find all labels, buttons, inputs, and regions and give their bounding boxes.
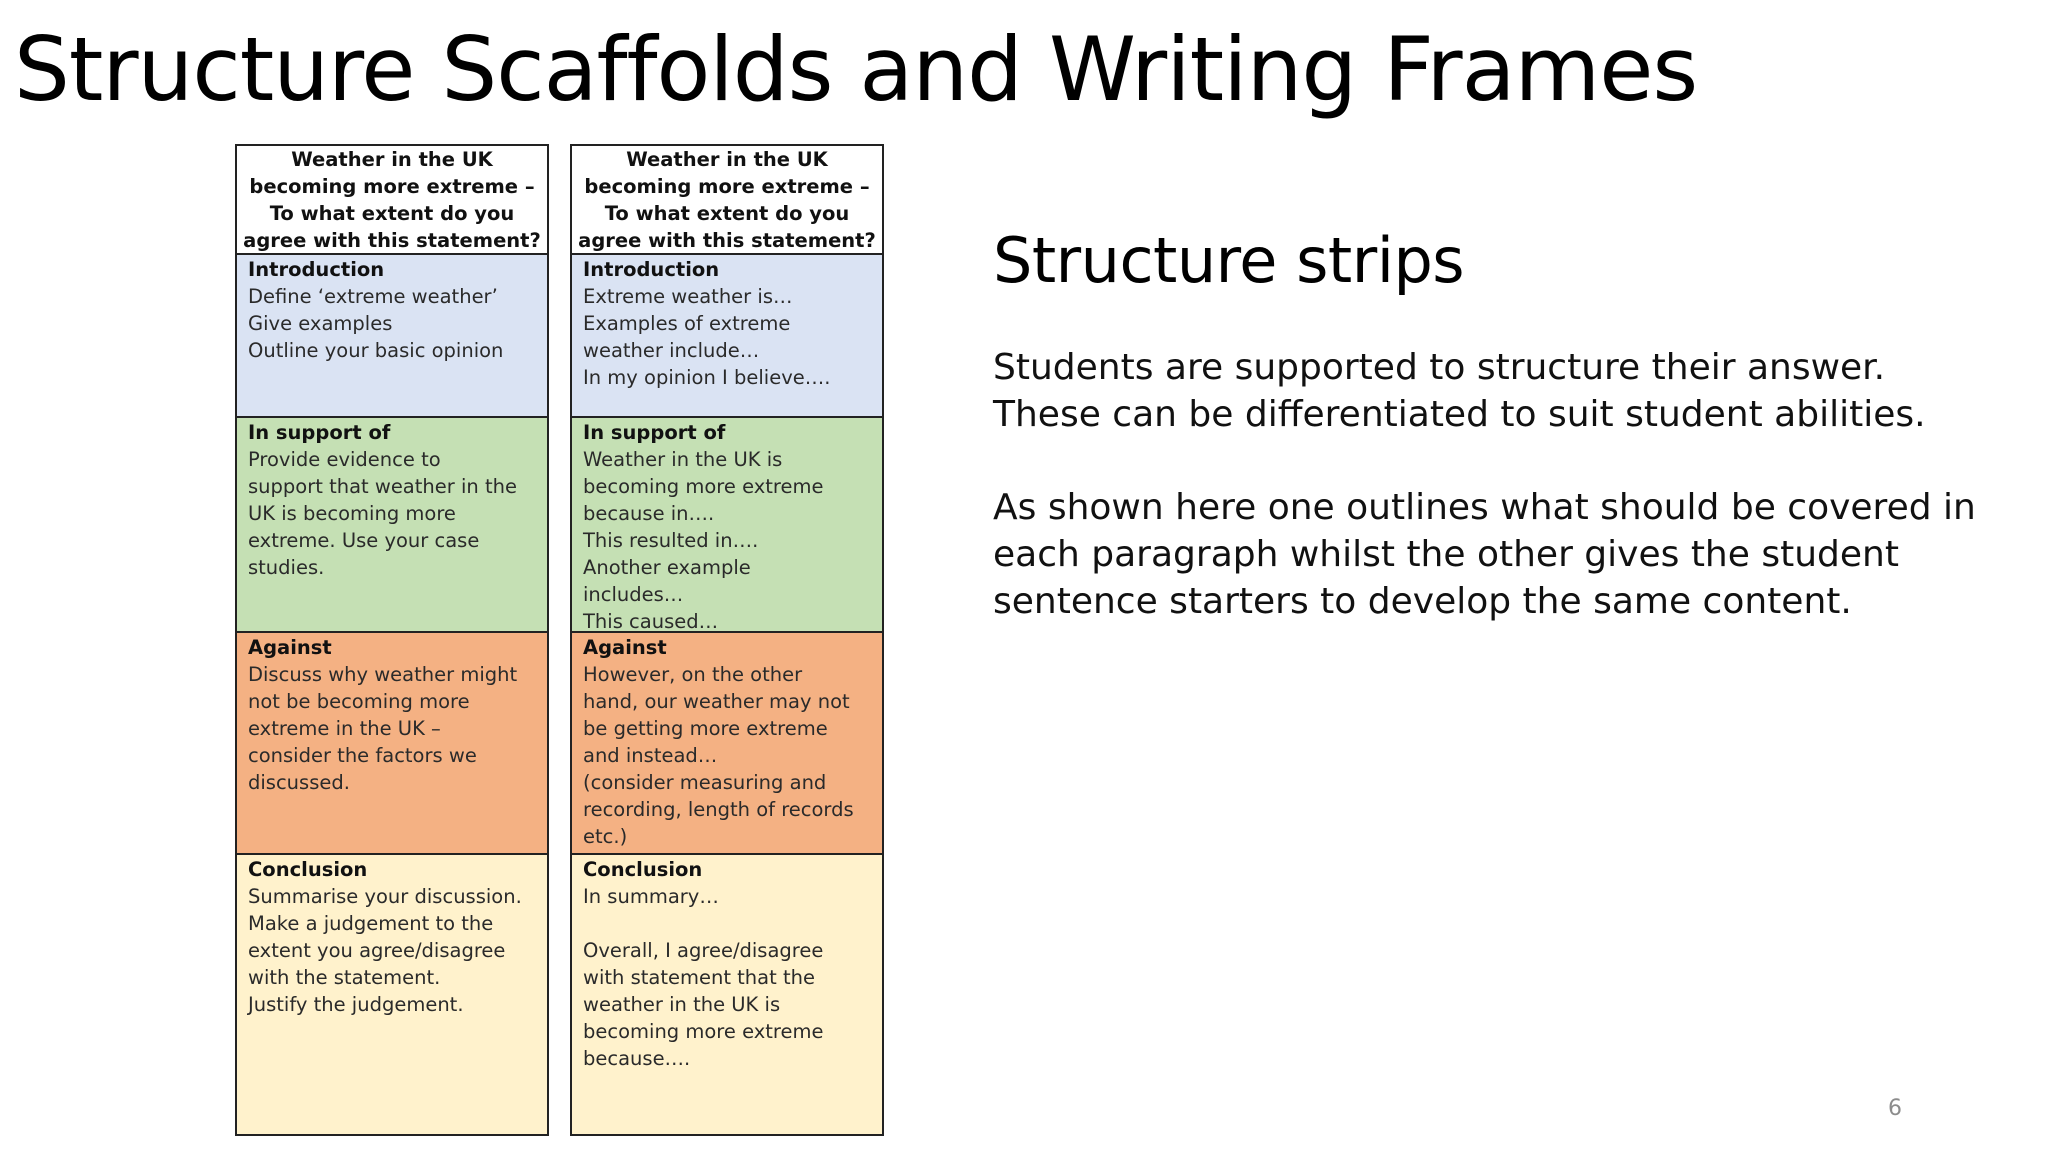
section-line: includes… (583, 583, 684, 606)
structure-strip-sentence-starters (570, 144, 884, 1136)
section-line: Justify the judgement. (248, 993, 464, 1016)
section-heading: Against (583, 636, 667, 659)
strip-section-in-support (237, 418, 547, 633)
side-paragraph: Students are supported to structure their answer. These can be differentiated to suit student abilities. (993, 347, 1926, 435)
section-line: Outline your basic opinion (248, 339, 504, 362)
section-line: Make a judgement to the (248, 912, 494, 935)
strip-header-line: agree with this statement? (243, 229, 541, 252)
section-line: weather in the UK is (583, 993, 781, 1016)
section-heading: Introduction (248, 258, 385, 281)
strip-section-against (237, 633, 547, 855)
page-number: 6 (1888, 1096, 1902, 1121)
side-heading: Structure strips (993, 224, 1465, 297)
section-line: Give examples (248, 312, 393, 335)
section-line: consider the factors we (248, 744, 477, 767)
section-line: because…. (583, 1047, 691, 1070)
section-line (583, 910, 874, 937)
strip-section-conclusion (237, 855, 547, 1134)
strip-header-line: Weather in the UK (291, 148, 493, 171)
side-paragraph: As shown here one outlines what should be covered in each paragraph whilst the other gives the student sentence starters to develop the same content. (993, 487, 1976, 622)
section-line: In my opinion I believe…. (583, 366, 831, 389)
strip-header (237, 146, 547, 255)
strip-header-line: becoming more extreme – (584, 175, 870, 198)
strip-header-line: To what extent do you (604, 202, 850, 225)
section-heading: In support of (583, 421, 726, 444)
section-line: hand, our weather may not (583, 690, 850, 713)
section-line: becoming more extreme (583, 1020, 824, 1043)
slide-title: Structure Scaffolds and Writing Frames (14, 18, 1698, 121)
section-line: Define ‘extreme weather’ (248, 285, 498, 308)
section-line: extreme. Use your case (248, 529, 480, 552)
section-line: Overall, I agree/disagree (583, 939, 824, 962)
section-heading: Introduction (583, 258, 720, 281)
section-line: extreme in the UK – (248, 717, 441, 740)
section-line: (consider measuring and (583, 771, 827, 794)
strip-section-against (572, 633, 882, 855)
strip-header-line: becoming more extreme – (249, 175, 535, 198)
section-line: because in…. (583, 502, 715, 525)
section-line: and instead… (583, 744, 718, 767)
section-heading: Against (248, 636, 332, 659)
strip-section-introduction (237, 255, 547, 418)
section-line: Provide evidence to (248, 448, 441, 471)
section-line: studies. (248, 556, 325, 579)
strip-header-line: To what extent do you (269, 202, 515, 225)
section-line: etc.) (583, 825, 628, 848)
section-heading: Conclusion (583, 858, 703, 881)
strip-header-line: Weather in the UK (626, 148, 828, 171)
section-line: Summarise your discussion. (248, 885, 522, 908)
section-line: not be becoming more (248, 690, 470, 713)
strip-section-introduction (572, 255, 882, 418)
section-line: extent you agree/disagree (248, 939, 506, 962)
section-line: recording, length of records (583, 798, 854, 821)
strip-header (572, 146, 882, 255)
section-line: UK is becoming more (248, 502, 456, 525)
section-line: Examples of extreme (583, 312, 791, 335)
section-line: This caused… (583, 610, 719, 633)
section-line: discussed. (248, 771, 350, 794)
section-line: with the statement. (248, 966, 441, 989)
section-line: with statement that the (583, 966, 815, 989)
section-line: becoming more extreme (583, 475, 824, 498)
section-heading: In support of (248, 421, 391, 444)
section-line: weather include… (583, 339, 760, 362)
section-line: However, on the other (583, 663, 803, 686)
section-line: Another example (583, 556, 751, 579)
section-line: be getting more extreme (583, 717, 828, 740)
section-heading: Conclusion (248, 858, 368, 881)
section-line: Weather in the UK is (583, 448, 783, 471)
strip-header-line: agree with this statement? (578, 229, 876, 252)
structure-strip-outline (235, 144, 549, 1136)
section-line: Extreme weather is… (583, 285, 793, 308)
section-line: Discuss why weather might (248, 663, 518, 686)
section-line: This resulted in…. (583, 529, 759, 552)
strip-section-in-support (572, 418, 882, 633)
strip-section-conclusion (572, 855, 882, 1134)
section-line: support that weather in the (248, 475, 517, 498)
section-line: In summary… (583, 885, 719, 908)
